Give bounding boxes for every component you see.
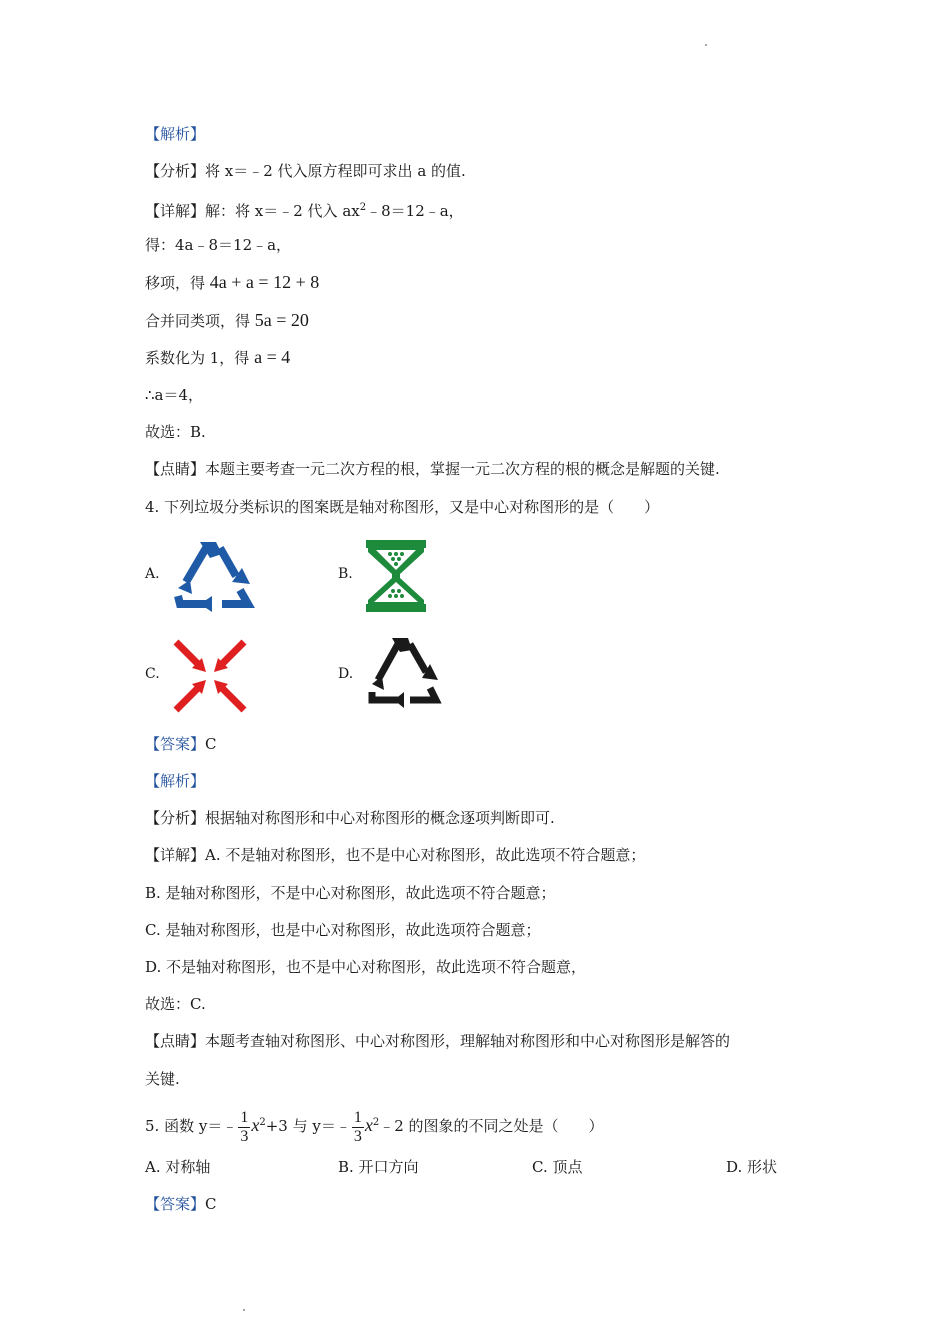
- step-xishu: [145, 346, 290, 369]
- q5-prefix: 5. 函数 y＝﹣: [145, 1117, 238, 1135]
- recycle-triangle-black-icon: [366, 636, 442, 712]
- dianjing-text: 本题主要考查一元二次方程的根，掌握一元二次方程的根的概念是解题的关键.: [205, 460, 720, 478]
- option-d-label: D.: [338, 666, 354, 682]
- q5-suffix: ﹣2 的图象的不同之处是（ ）: [379, 1117, 604, 1135]
- xiangjie-a-text: A. 不是轴对称图形，也不是中心对称图形，故此选项不符合题意；: [205, 846, 646, 864]
- answer-tag: 【答案】: [145, 1195, 206, 1213]
- fraction-numerator: 1: [353, 1108, 362, 1126]
- jiexi-heading: 【解析】: [145, 125, 206, 143]
- step-text: 合并同类项，得: [145, 312, 255, 330]
- step-de: 得：4a﹣8＝12﹣a，: [145, 236, 292, 254]
- fenxi-text: 根据轴对称图形和中心对称图形的概念逐项判断即可.: [205, 809, 555, 827]
- q5-stem: [145, 1103, 604, 1143]
- answer-value: C: [205, 1195, 217, 1213]
- xiangjie-line: [145, 197, 464, 222]
- xiangjie-text-end: ﹣8＝12﹣a，: [366, 202, 464, 220]
- variable-x: x: [364, 1115, 373, 1135]
- step-text: 移项，得: [145, 274, 210, 292]
- fraction: [352, 1109, 364, 1146]
- fenxi-line: [145, 160, 466, 182]
- q4-fenxi-line: [145, 807, 555, 829]
- xiangjie-tag: 【详解】: [145, 202, 206, 220]
- xiangjie-text: 解：将 x＝﹣2 代入 ax: [205, 202, 360, 220]
- dianjing-tag: 【点睛】: [145, 460, 206, 478]
- dianjing-tag: 【点睛】: [145, 1032, 206, 1050]
- q4-dianjing-line: [145, 1030, 730, 1052]
- step-so: ∴a＝4，: [145, 386, 204, 404]
- q5-option-a: A. 对称轴: [145, 1158, 211, 1176]
- fenxi-tag: 【分析】: [145, 162, 206, 180]
- q4-jiexi-heading: 【解析】: [145, 772, 206, 790]
- exponent: 2: [359, 202, 367, 213]
- step-yixiang: [145, 271, 319, 294]
- fraction-denominator: 3: [353, 1127, 362, 1145]
- step-hebing: [145, 309, 309, 332]
- four-arrows-red-icon: [172, 638, 248, 714]
- answer-value: C: [205, 735, 217, 753]
- equation: 4a + a = 12 + 8: [209, 272, 320, 292]
- q4-dianjing-line-2: 关键.: [145, 1070, 180, 1088]
- q4-line-d: D. 不是轴对称图形，也不是中心对称图形，故此选项不符合题意，: [145, 958, 587, 976]
- q4-stem: 4. 下列垃圾分类标识的图案既是轴对称图形，又是中心对称图形的是（ ）: [145, 498, 660, 516]
- equation: a = 4: [254, 347, 291, 367]
- q5-option-b: B. 开口方向: [338, 1158, 419, 1176]
- q5-middle: +3 与 y＝﹣: [265, 1117, 351, 1135]
- q4-xiangjie-line: [145, 844, 645, 866]
- decorative-dot: [705, 44, 707, 46]
- decorative-dot: [243, 1309, 245, 1311]
- step-text: 系数化为 1，得: [145, 349, 255, 367]
- fraction-numerator: 1: [240, 1108, 249, 1126]
- q5-option-c: C. 顶点: [532, 1158, 583, 1176]
- fraction-denominator: 3: [240, 1127, 249, 1145]
- exponent: 2: [259, 1117, 266, 1128]
- q4-line-b: B. 是轴对称图形，不是中心对称图形，故此选项不符合题意；: [145, 884, 556, 902]
- q4-answer-line: [145, 733, 217, 755]
- exponent: 2: [372, 1117, 380, 1128]
- q5-answer-line: [145, 1193, 217, 1215]
- guxuan-line: 故选：B.: [145, 423, 206, 441]
- q4-line-c: C. 是轴对称图形，也是中心对称图形，故此选项符合题意；: [145, 921, 541, 939]
- equation: 5a = 20: [254, 310, 309, 330]
- variable-x: x: [251, 1115, 260, 1135]
- xiangjie-tag: 【详解】: [145, 846, 206, 864]
- q4-guxuan: 故选：C.: [145, 995, 206, 1013]
- fraction: [238, 1109, 250, 1146]
- dianjing-text: 本题考查轴对称图形、中心对称图形，理解轴对称图形和中心对称图形是解答的: [205, 1032, 731, 1050]
- option-a-label: A.: [145, 566, 160, 582]
- q5-option-d: D. 形状: [726, 1158, 778, 1176]
- hourglass-green-icon: [364, 538, 428, 614]
- fenxi-tag: 【分析】: [145, 809, 206, 827]
- fenxi-text: 将 x＝﹣2 代入原方程即可求出 a 的值.: [205, 162, 466, 180]
- dianjing-line: [145, 458, 720, 480]
- option-c-label: C.: [145, 666, 160, 682]
- recycle-triangle-blue-icon: [170, 538, 256, 614]
- option-b-label: B.: [338, 566, 353, 582]
- answer-tag: 【答案】: [145, 735, 206, 753]
